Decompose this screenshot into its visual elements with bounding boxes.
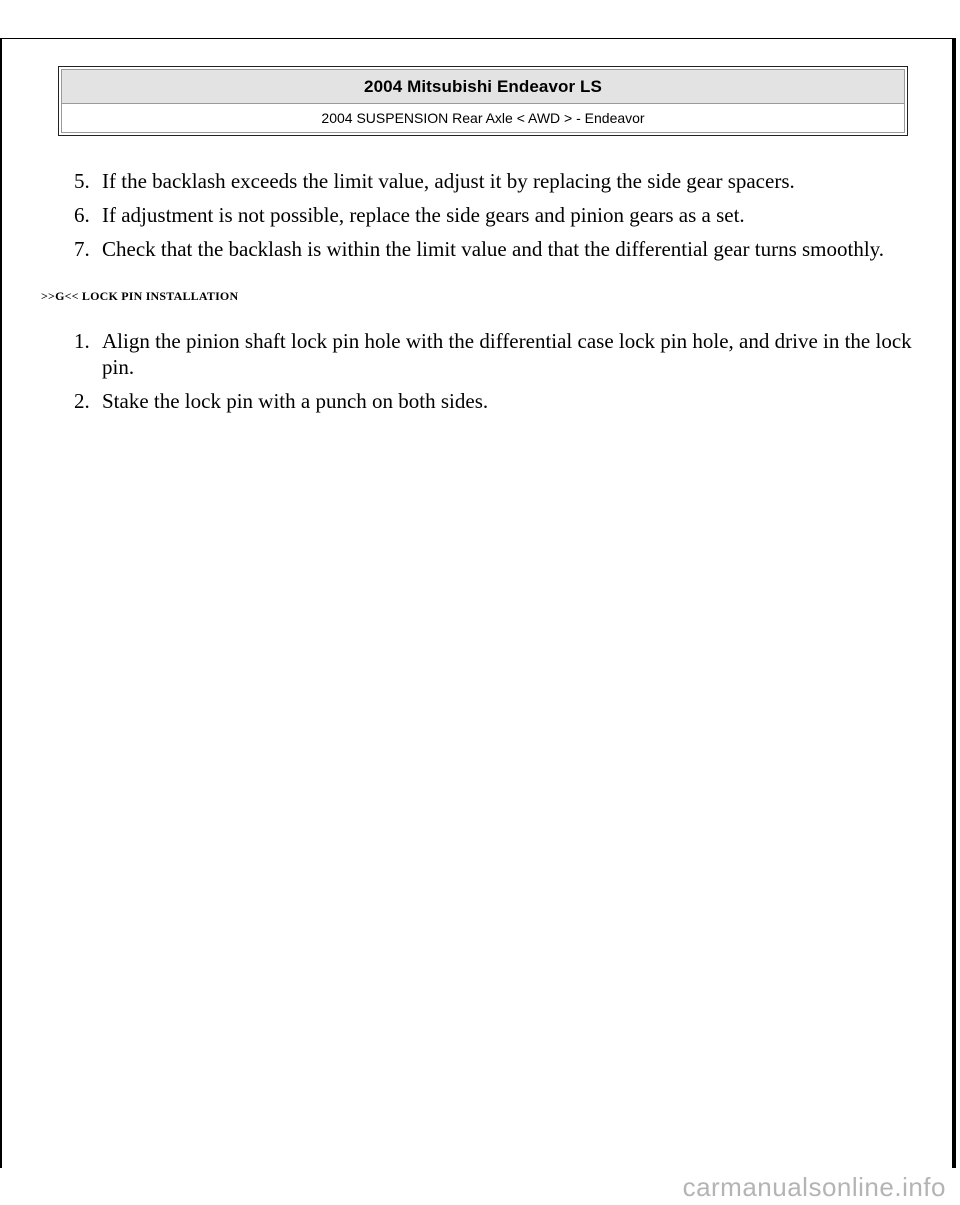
list-item bbox=[74, 168, 914, 194]
document-body bbox=[41, 168, 914, 422]
list-item bbox=[74, 236, 914, 262]
footer-watermark: carmanualsonline.info bbox=[682, 1172, 946, 1202]
document-subtitle: 2004 SUSPENSION Rear Axle < AWD > - Endeavor bbox=[321, 110, 645, 126]
list-item bbox=[74, 328, 914, 380]
step-text: Align the pinion shaft lock pin hole with the differential case lock pin hole, and drive in the lock pin. bbox=[102, 329, 912, 379]
document-header bbox=[58, 66, 908, 136]
steps-list-2 bbox=[74, 328, 914, 414]
step-text: If adjustment is not possible, replace the side gears and pinion gears as a set. bbox=[102, 203, 745, 227]
step-text: If the backlash exceeds the limit value, adjust it by replacing the side gear spacers. bbox=[102, 169, 795, 193]
step-number: 1. bbox=[74, 329, 90, 353]
document-header-inner bbox=[61, 69, 905, 133]
step-number: 7. bbox=[74, 237, 90, 261]
step-text: Check that the backlash is within the limit value and that the differential gear turns smoothly. bbox=[102, 237, 885, 261]
step-number: 6. bbox=[74, 203, 90, 227]
section-heading: >>G<< LOCK PIN INSTALLATION bbox=[41, 289, 239, 303]
document-title: 2004 Mitsubishi Endeavor LS bbox=[62, 70, 904, 104]
list-item bbox=[74, 388, 914, 414]
step-text: Stake the lock pin with a punch on both sides. bbox=[102, 389, 489, 413]
list-item bbox=[74, 202, 914, 228]
step-number: 5. bbox=[74, 169, 90, 193]
steps-list-1 bbox=[74, 168, 914, 262]
step-number: 2. bbox=[74, 389, 90, 413]
